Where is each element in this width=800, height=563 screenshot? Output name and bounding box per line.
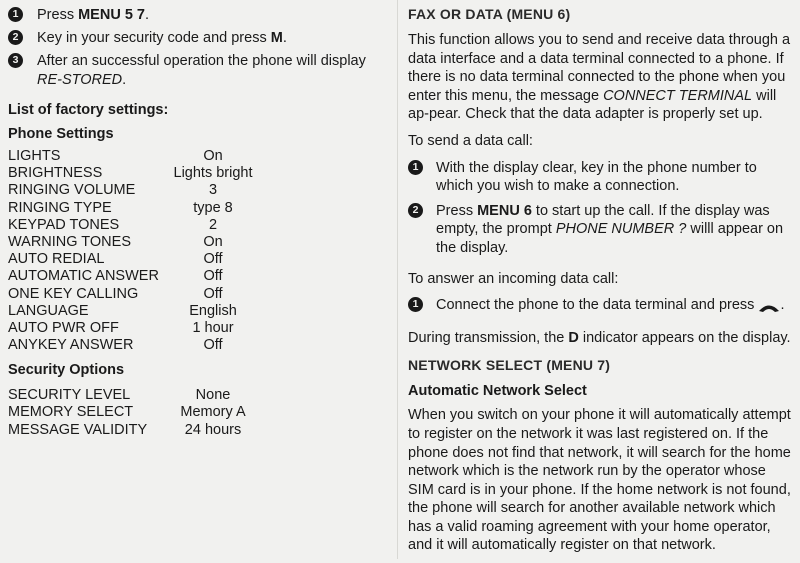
- setting-key: ANYKEY ANSWER: [8, 337, 134, 354]
- setting-value: 2: [208, 216, 218, 233]
- setting-value: Off: [203, 268, 223, 285]
- setting-row: [8, 234, 392, 251]
- automatic-network-paragraph: When you switch on your phone it will automatically attempt to register on the network it was last registered on. If the phone does not find that network, it will search for the home network which is the network run by the operator whose SIM card is in your phone. If the home network is not found, the phone will search for another available network which has a valid roaming agreement with your home operator, and it will automatically register on that network.: [408, 407, 791, 554]
- setting-row: [8, 320, 392, 337]
- setting-row: [8, 182, 392, 199]
- step-text: Connect the phone to the data terminal and press: [436, 297, 759, 314]
- setting-row: [8, 286, 392, 303]
- step-1: [8, 6, 392, 25]
- step-key: MENU 5 7: [78, 7, 145, 23]
- setting-value: 24 hours: [184, 421, 242, 438]
- step-2: [8, 29, 392, 48]
- step-number-badge: 3: [8, 53, 23, 68]
- setting-value: type 8: [193, 199, 233, 216]
- setting-value: Memory A: [180, 404, 246, 421]
- setting-row: [8, 268, 392, 285]
- setting-value: Off: [203, 285, 223, 302]
- setting-value: Off: [203, 251, 223, 268]
- setting-key: SECURITY LEVEL: [8, 387, 131, 404]
- column-divider: [397, 0, 398, 559]
- answer-step-1: [408, 296, 792, 315]
- setting-key: ONE KEY CALLING: [8, 285, 139, 302]
- setting-row: [8, 303, 392, 320]
- paragraph-text: During transmission, the: [408, 329, 569, 346]
- step-key: M: [270, 30, 283, 46]
- right-column: [408, 6, 792, 563]
- setting-row: [8, 404, 392, 421]
- step-text: Press: [436, 202, 478, 219]
- step-display-message: RE-STORED: [37, 72, 123, 88]
- setting-row: [8, 337, 392, 354]
- send-call-heading: To send a data call:: [408, 132, 533, 149]
- phone-settings-list: [8, 148, 392, 354]
- security-options-heading: Security Options: [8, 362, 125, 379]
- step-3: [8, 52, 392, 90]
- step-text: With the display clear, key in the phone number to which you wish to make a connection.: [436, 159, 757, 195]
- setting-key: RINGING VOLUME: [8, 182, 136, 199]
- automatic-network-heading: Automatic Network Select: [408, 383, 587, 400]
- display-message: PHONE NUMBER ?: [555, 221, 687, 238]
- transmission-paragraph: [408, 329, 792, 348]
- setting-key: MESSAGE VALIDITY: [8, 421, 148, 438]
- paragraph-text-end: will ap-pear. Check that the data adapter is properly set up.: [408, 87, 777, 123]
- handset-icon: [758, 300, 780, 310]
- setting-key: AUTOMATIC ANSWER: [8, 268, 159, 285]
- setting-key: BRIGHTNESS: [8, 165, 103, 182]
- setting-row: [8, 148, 392, 165]
- setting-row: [8, 251, 392, 268]
- step-number-badge: 2: [8, 30, 23, 45]
- step-text-middle: to start up the call. If the display was empty, the prompt: [436, 202, 770, 238]
- send-step-2: [408, 202, 792, 258]
- step-text: Press: [37, 7, 79, 23]
- setting-key: KEYPAD TONES: [8, 216, 120, 233]
- fax-data-title: FAX OR DATA (MENU 6): [408, 6, 571, 22]
- setting-value: None: [195, 387, 231, 404]
- setting-row: [8, 387, 392, 404]
- setting-key: RINGING TYPE: [8, 199, 112, 216]
- setting-key: AUTO REDIAL: [8, 251, 105, 268]
- setting-key: WARNING TONES: [8, 233, 131, 250]
- setting-value: On: [203, 233, 223, 250]
- setting-key: LIGHTS: [8, 148, 61, 164]
- display-message: CONNECT TERMINAL: [603, 87, 753, 104]
- phone-settings-heading: Phone Settings: [8, 126, 114, 142]
- setting-value: 1 hour: [192, 319, 234, 336]
- setting-row: [8, 217, 392, 234]
- indicator-letter: D: [568, 329, 579, 346]
- step-number-badge: 1: [8, 7, 23, 22]
- paragraph-text-end: indicator appears on the display.: [578, 329, 791, 346]
- step-text-end: willl appear on the display.: [436, 221, 784, 256]
- factory-settings-heading: List of factory settings:: [8, 102, 169, 118]
- left-column: [8, 6, 392, 439]
- network-select-title: NETWORK SELECT (MENU 7): [408, 357, 611, 374]
- setting-key: AUTO PWR OFF: [8, 319, 119, 336]
- setting-value: On: [203, 148, 223, 164]
- step-text-end: .: [780, 297, 785, 314]
- step-number-badge: 2: [408, 203, 423, 218]
- step-text: Key in your security code and press: [37, 30, 271, 46]
- setting-row: [8, 165, 392, 182]
- setting-value: English: [189, 302, 237, 319]
- security-settings-list: [8, 387, 392, 439]
- setting-value: Lights bright: [173, 165, 253, 182]
- setting-row: [8, 200, 392, 217]
- answer-call-heading: To answer an incoming data call:: [408, 270, 619, 287]
- fax-intro-paragraph: [408, 31, 792, 124]
- step-key: MENU 6: [477, 202, 532, 219]
- step-text: After an successful operation the phone will display: [37, 53, 366, 69]
- send-step-1: [408, 159, 792, 196]
- setting-row: [8, 422, 392, 439]
- step-number-badge: 1: [408, 160, 423, 175]
- paragraph-text: This function allows you to send and receive data through a data interface and a data terminal connected to a phone. If there is no data terminal connected to the phone when you enter this menu, the message: [408, 32, 791, 104]
- step-text-end: .: [122, 72, 127, 88]
- setting-key: LANGUAGE: [8, 302, 89, 319]
- step-number-badge: 1: [408, 297, 423, 312]
- setting-value: Off: [203, 337, 223, 354]
- setting-key: MEMORY SELECT: [8, 404, 134, 421]
- step-text-end: .: [144, 7, 150, 23]
- setting-value: 3: [208, 182, 218, 199]
- step-text-end: .: [282, 30, 287, 46]
